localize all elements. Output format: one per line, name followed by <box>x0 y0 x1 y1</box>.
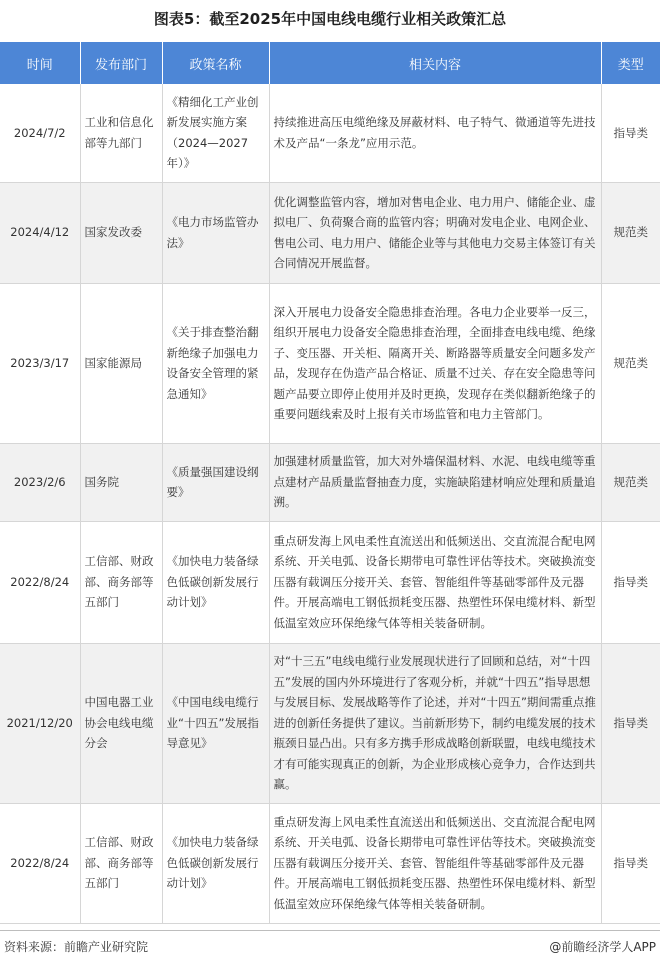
cell-content: 对“十三五”电线电缆行业发展现状进行了回顾和总结，对“十四五”发展的国内外环境进行了客观分析，并就“十四五”指导思想与发展目标、发展战略等作了论述，并对“十四五”期间需重点推进的创新任务提供了建议。当前新形势下，制约电缆发展的技术瓶颈日显凸出。只有多方携手形成战略创新联盟，电线电缆技术才有可能实现真正的创新，为企业形成核心竞争力，合作达到共赢。 <box>269 643 601 803</box>
policy-table <box>0 42 660 924</box>
header-row <box>0 42 660 84</box>
cell-content: 优化调整监管内容，增加对售电企业、电力用户、储能企业、虚拟电厂、负荷聚合商的监管内容；明确对发电企业、电网企业、售电公司、电力用户、储能企业等与其他电力交易主体签订有关合同情况开展监督。 <box>269 182 601 283</box>
table-title: 图表5：截至2025年中国电线电缆行业相关政策汇总 <box>153 10 507 28</box>
cell-time: 2024/7/2 <box>0 84 80 182</box>
cell-policy-name: 《加快电力装备绿色低碳创新发展行动计划》 <box>162 521 269 643</box>
cell-type: 规范类 <box>601 182 660 283</box>
cell-content: 持续推进高压电缆绝缘及屏蔽材料、电子特气、微通道等先进技术及产品“一条龙”应用示范。 <box>269 84 601 182</box>
brand-credit: @前瞻经济学人APP <box>549 940 656 954</box>
header-content: 相关内容 <box>269 42 601 84</box>
cell-time: 2021/12/20 <box>0 643 80 803</box>
cell-time: 2022/8/24 <box>0 803 80 923</box>
cell-time: 2023/2/6 <box>0 443 80 521</box>
footer <box>0 930 660 958</box>
cell-type: 指导类 <box>601 643 660 803</box>
cell-dept: 国家发改委 <box>80 182 162 283</box>
table-row <box>0 521 660 643</box>
table-row <box>0 182 660 283</box>
table-row <box>0 443 660 521</box>
cell-content: 加强建材质量监管，加大对外墙保温材料、水泥、电线电缆等重点建材产品质量监督抽查力度，实施缺陷建材响应处理和质量追溯。 <box>269 443 601 521</box>
cell-time: 2023/3/17 <box>0 283 80 443</box>
cell-policy-name: 《加快电力装备绿色低碳创新发展行动计划》 <box>162 803 269 923</box>
cell-dept: 中国电器工业协会电线电缆分会 <box>80 643 162 803</box>
cell-time: 2024/4/12 <box>0 182 80 283</box>
table-row <box>0 803 660 923</box>
cell-policy-name: 《电力市场监管办法》 <box>162 182 269 283</box>
cell-dept: 工业和信息化部等九部门 <box>80 84 162 182</box>
cell-dept: 工信部、财政部、商务部等五部门 <box>80 521 162 643</box>
table-row <box>0 643 660 803</box>
cell-time: 2022/8/24 <box>0 521 80 643</box>
cell-type: 规范类 <box>601 443 660 521</box>
table-row <box>0 283 660 443</box>
header-type: 类型 <box>601 42 660 84</box>
cell-type: 规范类 <box>601 283 660 443</box>
cell-policy-name: 《关于排查整治翻新绝缘子加强电力设备安全管理的紧急通知》 <box>162 283 269 443</box>
cell-type: 指导类 <box>601 84 660 182</box>
cell-type: 指导类 <box>601 803 660 923</box>
table-row <box>0 84 660 182</box>
header-time: 时间 <box>0 42 80 84</box>
header-dept: 发布部门 <box>80 42 162 84</box>
cell-policy-name: 《精细化工产业创新发展实施方案（2024—2027年）》 <box>162 84 269 182</box>
cell-policy-name: 《中国电线电缆行业“十四五”发展指导意见》 <box>162 643 269 803</box>
cell-type: 指导类 <box>601 521 660 643</box>
cell-content: 重点研发海上风电柔性直流送出和低频送出、交直流混合配电网系统、开关电弧、设备长期带电可靠性评估等技术。突破换流变压器有载调压分接开关、套管、智能组件等基础零部件及元器件。开展高端电工钢低损耗变压器、热塑性环保电缆材料、新型低温室效应环保绝缘气体等相关装备研制。 <box>269 521 601 643</box>
cell-dept: 工信部、财政部、商务部等五部门 <box>80 803 162 923</box>
cell-dept: 国务院 <box>80 443 162 521</box>
cell-dept: 国家能源局 <box>80 283 162 443</box>
source-note: 资料来源：前瞻产业研究院 <box>4 940 149 954</box>
cell-content: 重点研发海上风电柔性直流送出和低频送出、交直流混合配电网系统、开关电弧、设备长期带电可靠性评估等技术。突破换流变压器有载调压分接开关、套管、智能组件等基础零部件及元器件。开展高端电工钢低损耗变压器、热塑性环保电缆材料、新型低温室效应环保绝缘气体等相关装备研制。 <box>269 803 601 923</box>
header-name: 政策名称 <box>162 42 269 84</box>
cell-policy-name: 《质量强国建设纲要》 <box>162 443 269 521</box>
cell-content: 深入开展电力设备安全隐患排查治理。各电力企业要举一反三，组织开展电力设备安全隐患排查治理，全面排查电线电缆、绝缘子、变压器、开关柜、隔离开关、断路器等质量安全问题多发产品，发现存在伪造产品合格证、质量不过关、存在安全隐患等问题产品要立即停止使用并及时更换，发现存在类似翻新绝缘子的重要问题线索及时上报有关市场监管和电力主管部门。 <box>269 283 601 443</box>
